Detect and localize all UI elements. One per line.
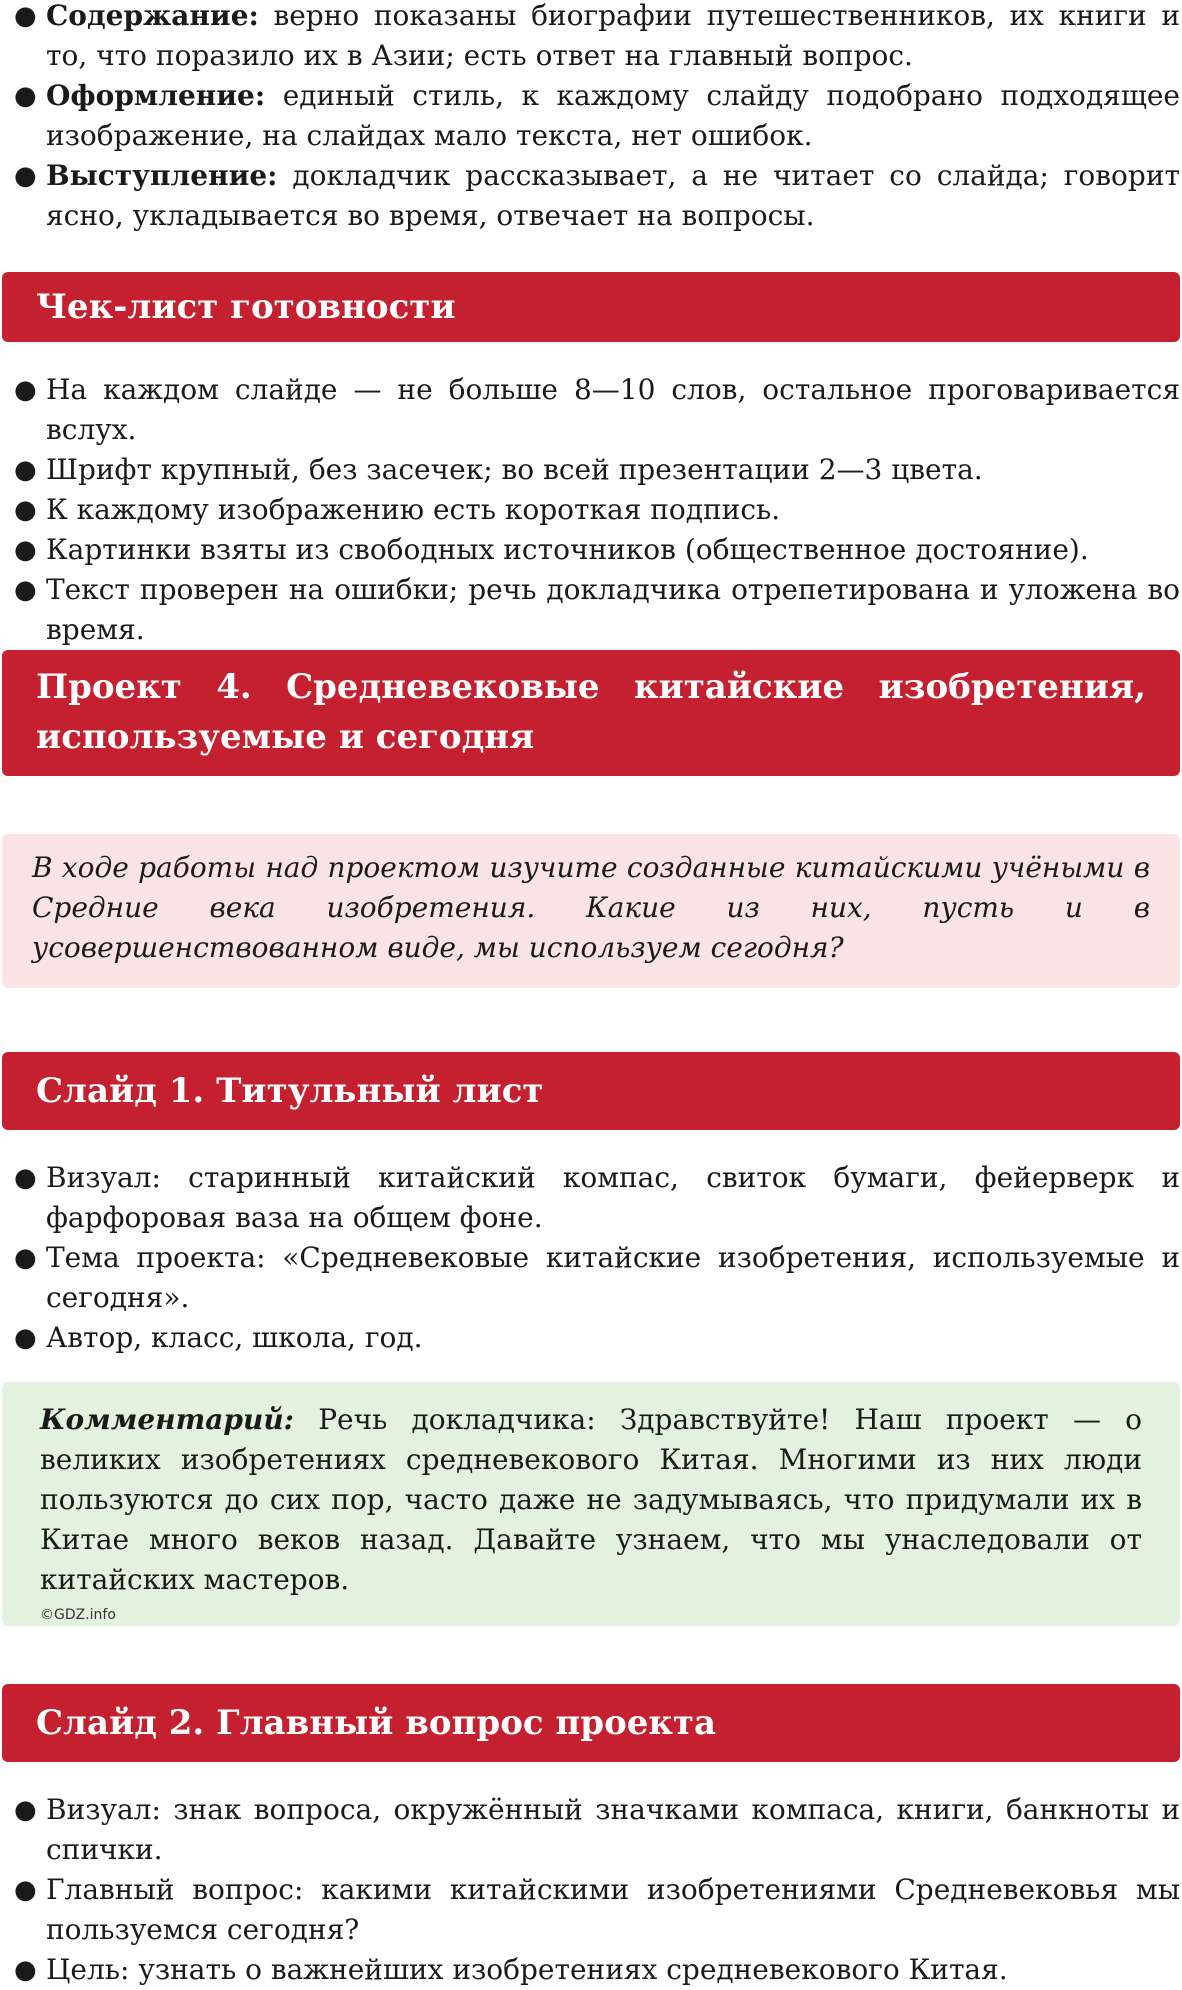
project-task-box: В ходе работы над проектом изучите созданные китайскими учёными в Средние века изобретения. Какие из них, пусть и в усовершенствованном виде, мы используем сегодня? xyxy=(2,834,1180,988)
bullet-icon: ● xyxy=(14,1795,37,1825)
list-item: ● Картинки взяты из свободных источников (общественное достояние). xyxy=(14,530,1180,570)
checklist-heading: Чек-лист готовности xyxy=(2,272,1180,342)
list-item: ● Оформление: единый стиль, к каждому слайду подобрано подходящее изображение, на слайдах мало текста, нет ошибок. xyxy=(14,76,1180,156)
slide2-heading: Слайд 2. Главный вопрос проекта xyxy=(2,1684,1180,1762)
bullet-icon: ● xyxy=(14,1955,37,1985)
list-item: ● Содержание: верно показаны биографии путешественников, их книги и то, что поразило их в Азии; есть ответ на главный вопрос. xyxy=(14,0,1180,76)
bullet-icon: ● xyxy=(14,1,37,31)
comment-text: Речь докладчика: Здравствуйте! Наш проект — о великих изобретениях средневекового Китая. Многими из них люди пользуются до сих пор, часто даже не задумываясь, что придумали их в Китае много веков назад. Давайте узнаем, что мы унаследовали от китайских мастеров. xyxy=(40,1403,1142,1596)
list-item: ● К каждому изображению есть короткая подпись. xyxy=(14,490,1180,530)
bullet-icon: ● xyxy=(14,495,37,525)
bullet-icon: ● xyxy=(14,81,37,111)
list-item: ● На каждом слайде — не больше 8—10 слов, остальное проговаривается вслух. xyxy=(14,370,1180,450)
bullet-icon: ● xyxy=(14,535,37,565)
bullet-icon: ● xyxy=(14,161,37,191)
list-item: ● Шрифт крупный, без засечек; во всей презентации 2—3 цвета. xyxy=(14,450,1180,490)
bullet-icon: ● xyxy=(14,455,37,485)
list-item: ● Главный вопрос: какими китайскими изобретениями Средневековья мы пользуемся сегодня? xyxy=(14,1870,1180,1950)
project-heading: Проект 4. Средневековые китайские изобретения, используемые и сегодня xyxy=(2,650,1180,776)
list-item: ● Визуал: знак вопроса, окружённый значками компаса, книги, банкноты и спички. xyxy=(14,1790,1180,1870)
list-item: ● Визуал: старинный китайский компас, свиток бумаги, фейерверк и фарфоровая ваза на общем фоне. xyxy=(14,1158,1180,1238)
list-item: ● Выступление: докладчик рассказывает, а не читает со слайда; говорит ясно, укладывается во время, отвечает на вопросы. xyxy=(14,156,1180,236)
list-item: ● Текст проверен на ошибки; речь докладчика отрепетирована и уложена во время. xyxy=(14,570,1180,650)
bullet-icon: ● xyxy=(14,1875,37,1905)
checklist-list xyxy=(14,370,1180,650)
slide1-list xyxy=(14,1158,1180,1358)
list-item: ● Автор, класс, школа, год. xyxy=(14,1318,1180,1358)
bullet-icon: ● xyxy=(14,1243,37,1273)
slide2-list xyxy=(14,1790,1180,1990)
bullet-icon: ● xyxy=(14,575,37,605)
bullet-icon: ● xyxy=(14,375,37,405)
list-item: ● Тема проекта: «Средневековые китайские изобретения, используемые и сегодня». xyxy=(14,1238,1180,1318)
bullet-icon: ● xyxy=(14,1163,37,1193)
comment-box xyxy=(2,1382,1180,1626)
slide1-heading: Слайд 1. Титульный лист xyxy=(2,1052,1180,1130)
bullet-icon: ● xyxy=(14,1323,37,1353)
evaluation-criteria-list xyxy=(14,0,1180,236)
list-item: ● Цель: узнать о важнейших изобретениях средневекового Китая. xyxy=(14,1950,1180,1990)
comment-label: Комментарий: xyxy=(40,1403,295,1436)
copyright-mark: ©GDZ.info xyxy=(40,1607,116,1623)
